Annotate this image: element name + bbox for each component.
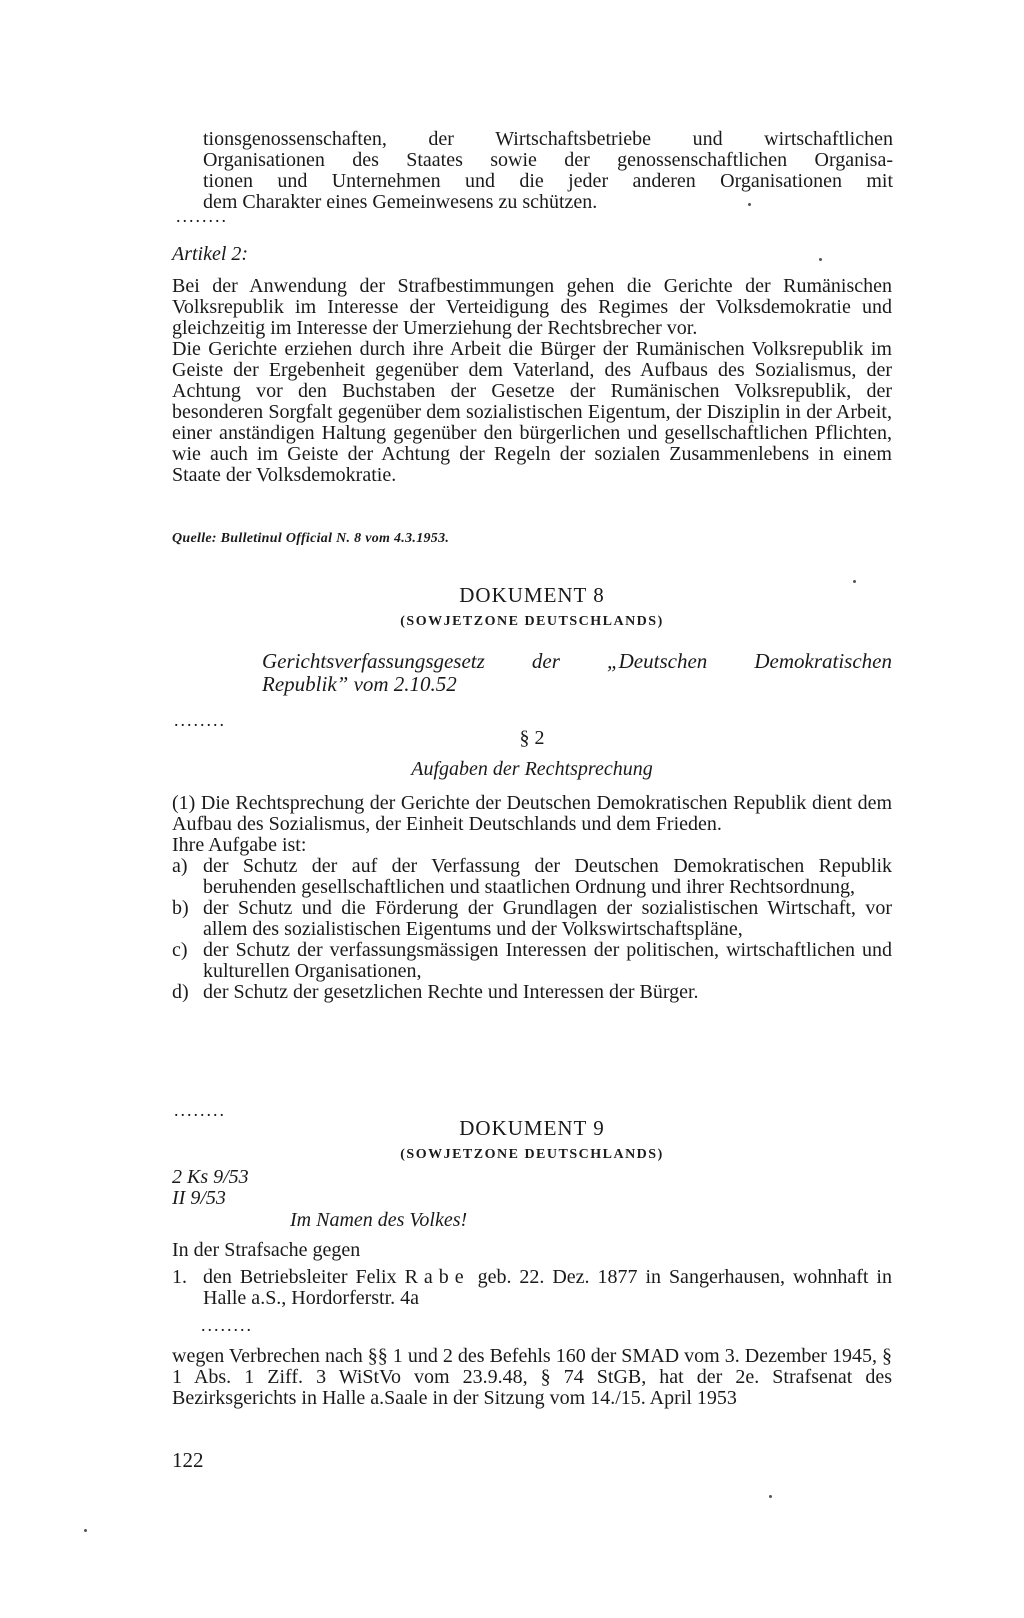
list-item-text: der Schutz der gesetzlichen Rechte und Interessen der Bürger. <box>203 981 699 1003</box>
document-8-subheading: (SOWJETZONE DEUTSCHLANDS) <box>400 614 664 629</box>
continuation-paragraph <box>203 129 893 213</box>
section-number: § 2 <box>519 727 545 749</box>
case-reference <box>172 1167 892 1209</box>
continuation-line: tionsgenossenschaften, der Wirtschaftsbetriebe und wirtschaftlichen <box>203 128 893 150</box>
list-item-label: 1. <box>172 1266 187 1288</box>
case-ref-2: II 9/53 <box>172 1187 226 1209</box>
case-intro: In der Strafsache gegen <box>172 1239 361 1261</box>
section-title: Aufgaben der Rechtsprechung <box>411 758 653 780</box>
defendant-text-pre: den Betriebsleiter Felix <box>203 1266 405 1288</box>
document-8-body <box>172 793 892 1003</box>
list-item-label: c) <box>172 939 188 961</box>
list-item <box>172 898 892 940</box>
defendant-entry <box>172 1267 892 1309</box>
defendant-text-post: geb. 22. Dez. 1877 in Sangerhausen, wohnhaft in Halle a.S., Hordorferstr. 4a <box>203 1266 892 1309</box>
document-9-heading: DOKUMENT 9 <box>459 1116 605 1140</box>
omission-dots: ........ <box>201 1315 253 1335</box>
print-speck <box>769 1495 772 1498</box>
omission-dots: ........ <box>176 206 228 226</box>
omission-dots: ........ <box>174 710 226 730</box>
artikel-paragraph-1: Bei der Anwendung der Strafbestimmungen gehen die Gerichte der Rumänischen Volksrepublik im Interesse der Verteidigung des Regimes der Volksdemokratie und gleichzeitig im Interesse der Umerziehung der Rechtsbrecher vor. <box>172 275 892 339</box>
title-line: Republik” vom 2.10.52 <box>262 672 457 696</box>
list-item-label: b) <box>172 897 189 919</box>
list-item-text: der Schutz der auf der Verfassung der Deutschen Demokratischen Republik beruhenden gesellschaftlichen und staatlichen Ordnung und ihrer Rechtsordnung, <box>203 855 892 898</box>
source-citation: Quelle: Bulletinul Official N. 8 vom 4.3.1953. <box>172 531 450 546</box>
page-number: 122 <box>172 1448 204 1472</box>
document-8-heading: DOKUMENT 8 <box>459 583 605 607</box>
continuation-line: dem Charakter eines Gemeinwesens zu schützen. <box>203 191 598 213</box>
print-speck <box>819 258 822 261</box>
artikel-heading: Artikel 2: <box>172 243 249 265</box>
title-line: Gerichtsverfassungsgesetz der „Deutschen Demokratischen <box>262 649 892 673</box>
list-item <box>172 1267 892 1309</box>
task-intro: Ihre Aufgabe ist: <box>172 834 307 856</box>
artikel-text <box>172 276 892 486</box>
artikel-paragraph-2: Die Gerichte erziehen durch ihre Arbeit die Bürger der Rumänischen Volksrepublik im Geiste der Ergebenheit gegenüber dem Vaterland, des Aufbaus des Sozialismus, der Achtung vor den Buchstaben der Gesetze der Rumänischen Volksrepublik, der besonderen Sorgfalt gegenüber dem sozialistischen Eigentum, der Disziplin in der Arbeit, einer anständigen Haltung gegenüber den bürgerlichen und gesellschaftlichen Pflichten, wie auch im Geiste der Achtung der Regeln der sozialen Zusammenlebens in einem Staate der Volksdemokratie. <box>172 338 892 486</box>
continuation-line: Organisationen des Staates sowie der genossenschaftlichen Organisa- <box>203 149 893 171</box>
print-speck <box>853 580 856 583</box>
list-item-text: der Schutz und die Förderung der Grundlagen der sozialistischen Wirtschaft, vor allem des sozialistischen Eigentums und der Volkswirtschaftspläne, <box>203 897 892 940</box>
list-item <box>172 856 892 898</box>
defendant-name: Rabe <box>404 1266 470 1288</box>
list-item-label: a) <box>172 855 188 877</box>
print-speck <box>84 1529 87 1532</box>
closing-paragraph: wegen Verbrechen nach §§ 1 und 2 des Befehls 160 der SMAD vom 3. Dezember 1945, § 1 Abs. 1 Ziff. 3 WiStVo vom 23.9.48, § 74 StGB, hat der 2e. Strafsenat des Bezirksgerichts in Halle a.Saale in der Sitzung vom 14./15. April 1953 <box>172 1345 892 1409</box>
omission-dots: ........ <box>174 1100 226 1120</box>
document-8-title <box>262 650 892 696</box>
list-item-label: d) <box>172 981 189 1003</box>
document-9-subheading: (SOWJETZONE DEUTSCHLANDS) <box>400 1147 664 1162</box>
list-item <box>172 982 892 1003</box>
continuation-line: tionen und Unternehmen und die jeder anderen Organisationen mit <box>203 170 893 192</box>
list-item-text: der Schutz der verfassungsmässigen Interessen der politischen, wirtschaftlichen und kulturellen Organisationen, <box>203 939 892 982</box>
case-ref-1: 2 Ks 9/53 <box>172 1166 249 1188</box>
list-item <box>172 940 892 982</box>
paragraph-1: (1) Die Rechtsprechung der Gerichte der Deutschen Demokratischen Republik dient dem Aufbau des Sozialismus, der Einheit Deutschlands und dem Frieden. <box>172 792 892 835</box>
print-speck <box>748 203 751 206</box>
invocation: Im Namen des Volkes! <box>290 1209 468 1231</box>
